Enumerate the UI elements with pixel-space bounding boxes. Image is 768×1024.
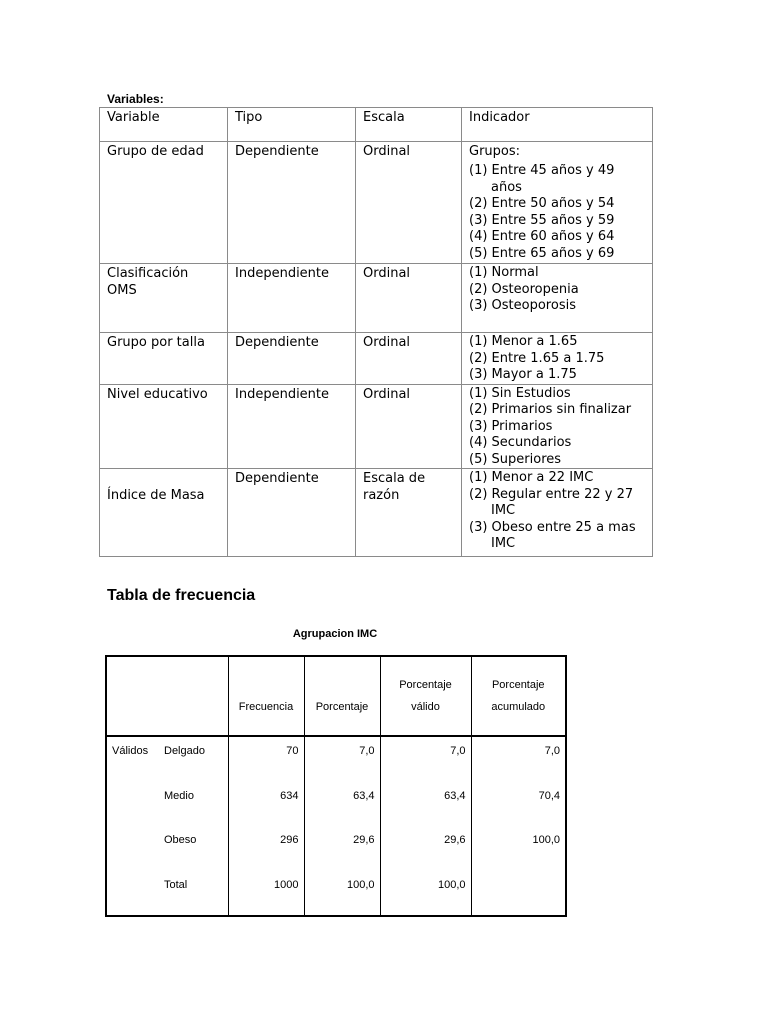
cell-porcentaje: 29,6	[304, 826, 380, 871]
header-stub	[106, 656, 228, 736]
variables-heading: Variables:	[107, 92, 164, 106]
variable-escala: Escala de razón	[356, 469, 462, 557]
frequency-row-total	[106, 871, 566, 917]
header-porcentaje-valido	[380, 656, 471, 736]
cell-porcentaje-acumulado: 70,4	[471, 782, 566, 827]
row-label: Total	[164, 878, 188, 891]
cell-porcentaje-acumulado	[471, 871, 566, 917]
variable-name: Nivel educativo	[100, 384, 228, 469]
indicador-item: (3) Osteoporosis	[469, 298, 576, 313]
indicador-item: (3) Primarios	[469, 418, 553, 434]
group-label-empty	[106, 826, 162, 871]
cell-porcentaje: 100,0	[304, 871, 380, 917]
indicador-label: Grupos:	[469, 144, 521, 159]
header-porcentaje-acumulado	[471, 656, 566, 736]
indicador-item: (3) Obeso entre 25 a mas IMC	[469, 519, 636, 551]
variable-tipo: Dependiente	[228, 142, 356, 264]
variable-row-indice-masa	[100, 469, 653, 557]
variable-escala: Ordinal	[356, 142, 462, 264]
frequency-row-delgado	[106, 736, 566, 782]
cell-frecuencia: 634	[228, 782, 304, 827]
indicador-item: (5) Superiores	[469, 451, 562, 467]
indicador-item: (2) Regular entre 22 y 27 IMC	[469, 486, 634, 518]
variable-row-grupo-edad	[100, 142, 653, 264]
variable-escala: Ordinal	[356, 264, 462, 333]
indicador-item: (2) Osteoropenia	[469, 281, 579, 297]
frequency-header-row	[106, 656, 566, 736]
row-label: Medio	[164, 789, 194, 802]
indicador-item: (1) Normal	[469, 265, 539, 280]
variable-escala: Ordinal	[356, 384, 462, 469]
cell-porcentaje: 7,0	[304, 736, 380, 782]
variable-name	[100, 469, 228, 557]
header-porcentaje: Porcentaje	[304, 656, 380, 736]
variable-indicador	[462, 333, 653, 385]
header-escala: Escala	[356, 108, 462, 142]
cell-porcentaje-valido: 100,0	[380, 871, 471, 917]
indicador-item: (1) Menor a 1.65	[469, 334, 578, 349]
imc-table-title: Agrupacion IMC	[292, 628, 378, 640]
header-frecuencia: Frecuencia	[228, 656, 304, 736]
cell-porcentaje: 63,4	[304, 782, 380, 827]
indicador-item: (3) Entre 55 años y 59	[469, 212, 615, 228]
variable-tipo: Independiente	[228, 264, 356, 333]
cell-porcentaje-valido: 63,4	[380, 782, 471, 827]
group-label-empty	[106, 871, 162, 917]
row-label: Delgado	[164, 745, 205, 757]
frequency-row-obeso	[106, 826, 566, 871]
cell-frecuencia: 70	[228, 736, 304, 782]
frequency-table	[105, 655, 567, 917]
variable-indicador	[462, 264, 653, 333]
indicador-item: (2) Primarios sin finalizar	[469, 402, 632, 417]
variable-name: Grupo de edad	[100, 142, 228, 264]
indicador-item: (1) Menor a 22 IMC	[469, 470, 594, 485]
variable-indicador	[462, 469, 653, 557]
group-label-empty	[106, 782, 162, 827]
indicador-item: (1) Sin Estudios	[469, 385, 571, 401]
row-label: Obeso	[164, 834, 197, 846]
variable-row-grupo-talla	[100, 333, 653, 385]
variable-row-clasificacion-oms	[100, 264, 653, 333]
variable-name: Grupo por talla	[100, 333, 228, 385]
variables-table	[99, 107, 653, 557]
header-indicador: Indicador	[462, 108, 653, 142]
indicador-item: (2) Entre 50 años y 54	[469, 196, 615, 211]
cell-porcentaje-valido: 29,6	[380, 826, 471, 871]
cell-porcentaje-valido: 7,0	[380, 736, 471, 782]
variable-tipo: Independiente	[228, 384, 356, 469]
header-porcentaje-acumulado-line2: acumulado	[491, 701, 546, 713]
variable-name: Clasificación OMS	[100, 264, 228, 333]
header-tipo: Tipo	[228, 108, 356, 142]
group-label: Válidos	[112, 745, 149, 757]
cell-porcentaje-acumulado: 100,0	[471, 826, 566, 871]
indicador-item: (2) Entre 1.65 a 1.75	[469, 350, 605, 366]
header-porcentaje-acumulado-line1: Porcentaje	[491, 679, 545, 691]
frequency-title: Tabla de frecuencia	[107, 587, 256, 604]
header-porcentaje-valido-line1: Porcentaje	[399, 679, 452, 691]
variable-row-nivel-educativo	[100, 384, 653, 469]
header-porcentaje-valido-line2: válido	[411, 701, 440, 713]
indicador-item: (1) Entre 45 años y 49 años	[469, 163, 615, 195]
cell-porcentaje-acumulado: 7,0	[471, 736, 566, 782]
cell-frecuencia: 1000	[228, 871, 304, 917]
indicador-item: (4) Secundarios	[469, 435, 572, 450]
indicador-item: (4) Entre 60 años y 64	[469, 229, 615, 244]
cell-frecuencia: 296	[228, 826, 304, 871]
variable-escala: Ordinal	[356, 333, 462, 385]
indicador-item: (5) Entre 65 años y 69	[469, 245, 615, 261]
indicador-item: (3) Mayor a 1.75	[469, 367, 577, 382]
frequency-row-medio	[106, 782, 566, 827]
variables-header-row	[100, 108, 653, 142]
variable-tipo: Dependiente	[228, 333, 356, 385]
variable-indicador	[462, 384, 653, 469]
variable-tipo: Dependiente	[228, 469, 356, 557]
variable-indicador	[462, 142, 653, 264]
header-variable: Variable	[100, 108, 228, 142]
variable-name-text: Índice de Masa	[107, 488, 205, 503]
